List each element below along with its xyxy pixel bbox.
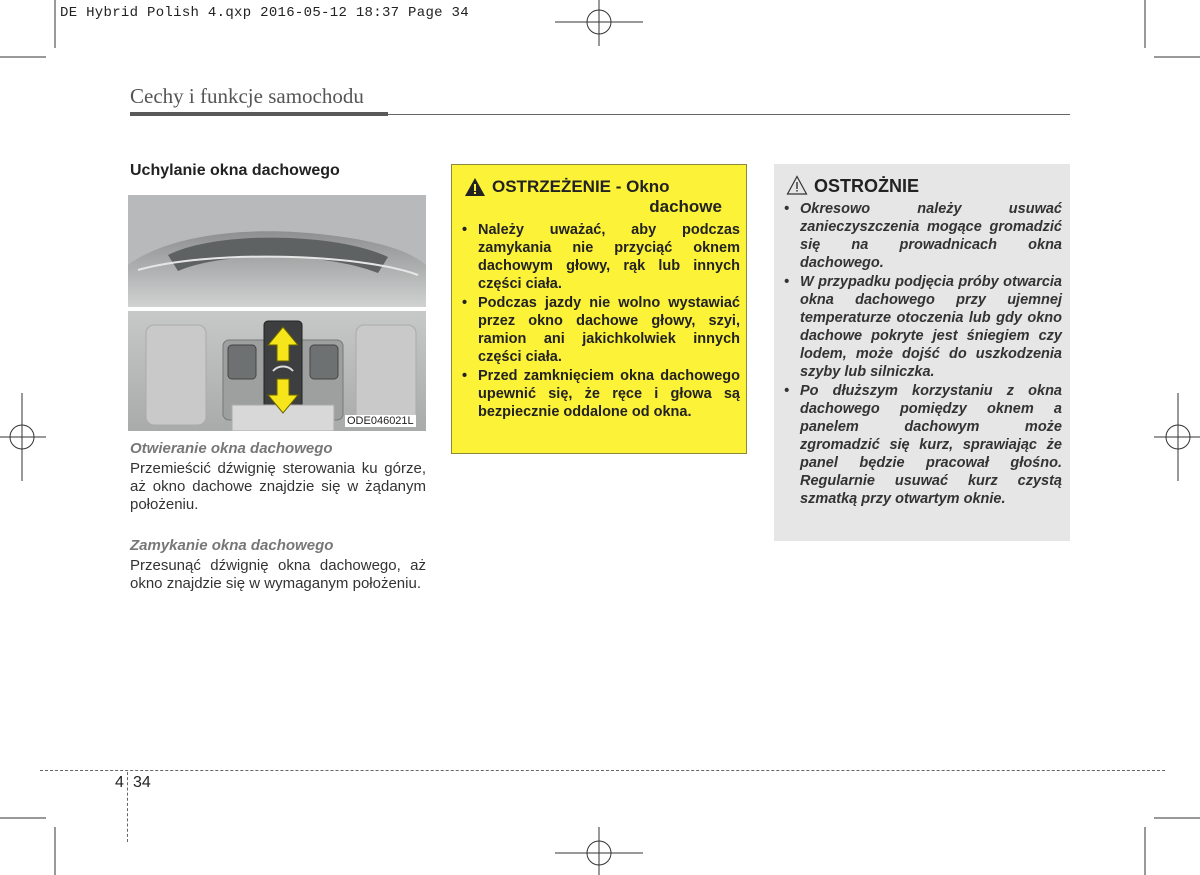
registration-mark-bottom xyxy=(555,815,645,875)
print-slug: DE Hybrid Polish 4.qxp 2016-05-12 18:37 Page 34 xyxy=(60,5,469,21)
warning-title-line1: OSTRZEŻENIE - Okno xyxy=(492,177,670,196)
warning-list xyxy=(460,221,740,422)
chapter-title: Cechy i funkcje samochodu xyxy=(130,84,364,108)
opening-heading: Otwieranie okna dachowego xyxy=(130,440,333,457)
page-number-divider xyxy=(127,772,128,842)
list-item: • Po dłuższym korzystaniu z okna dachowego pomiędzy oknem a panelem dachowym może zgromadzić się kurz, sprawiając że panel będzie pracował głośno. Regularnie usuwać kurz czystą szmatką przy otwartym oknie. xyxy=(784,383,1062,507)
warning-title xyxy=(492,177,732,217)
header-rule-thin xyxy=(388,114,1070,115)
sunroof-figure-drawing xyxy=(128,195,426,431)
page-number: 34 xyxy=(133,774,151,791)
warning-box xyxy=(451,164,747,454)
list-item: • W przypadku podjęcia próby otwarcia okna dachowego przy ujemnej temperaturze otoczenia lub gdy okno dachowe pokryte jest śniegiem czy lodem, może dojść do uszkodzenia szyby lub silniczka. xyxy=(784,274,1062,380)
list-item: • Przed zamknięciem okna dachowego upewnić się, że ręce i głowa są bezpiecznie oddalone od okna. xyxy=(462,368,740,420)
caution-title: OSTROŻNIE xyxy=(814,176,920,196)
warning-triangle-icon xyxy=(464,177,486,197)
list-item: • Należy uważać, aby podczas zamykania nie przyciąć oknem dachowym głowy, rąk lub innych części ciała. xyxy=(462,222,740,292)
closing-text: Przesunąć dźwignię okna dachowego, aż okno znajdzie się w wymaganym położeniu. xyxy=(130,557,426,592)
caution-triangle-icon xyxy=(786,175,808,195)
warning-title-line2: dachowe xyxy=(649,197,722,216)
sunroof-control-illustration xyxy=(128,195,426,431)
list-item: • Podczas jazdy nie wolno wystawiać przez okno dachowe głowy, szyi, ramion ani jakichkolwiek innych części ciała. xyxy=(462,295,740,365)
registration-mark-left xyxy=(0,393,50,483)
list-item: • Okresowo należy usuwać zanieczyszczenia mogące gromadzić się na prowadnicach okna dachowego. xyxy=(784,201,1062,271)
section-heading: Uchylanie okna dachowego xyxy=(130,162,340,179)
caution-list xyxy=(782,200,1062,509)
figure-code: ODE046021L xyxy=(347,415,414,427)
closing-heading: Zamykanie okna dachowego xyxy=(130,537,334,554)
registration-mark-right xyxy=(1150,393,1200,483)
opening-text: Przemieścić dźwignię sterowania ku górze, aż okno dachowe znajdzie się w żądanym położeniu. xyxy=(130,460,426,513)
caution-box xyxy=(774,164,1070,541)
header-rule-thick xyxy=(130,112,388,116)
page-chapter-number: 4 xyxy=(115,774,124,791)
footer-dashed-rule xyxy=(40,770,1165,771)
registration-mark-top xyxy=(555,0,645,60)
